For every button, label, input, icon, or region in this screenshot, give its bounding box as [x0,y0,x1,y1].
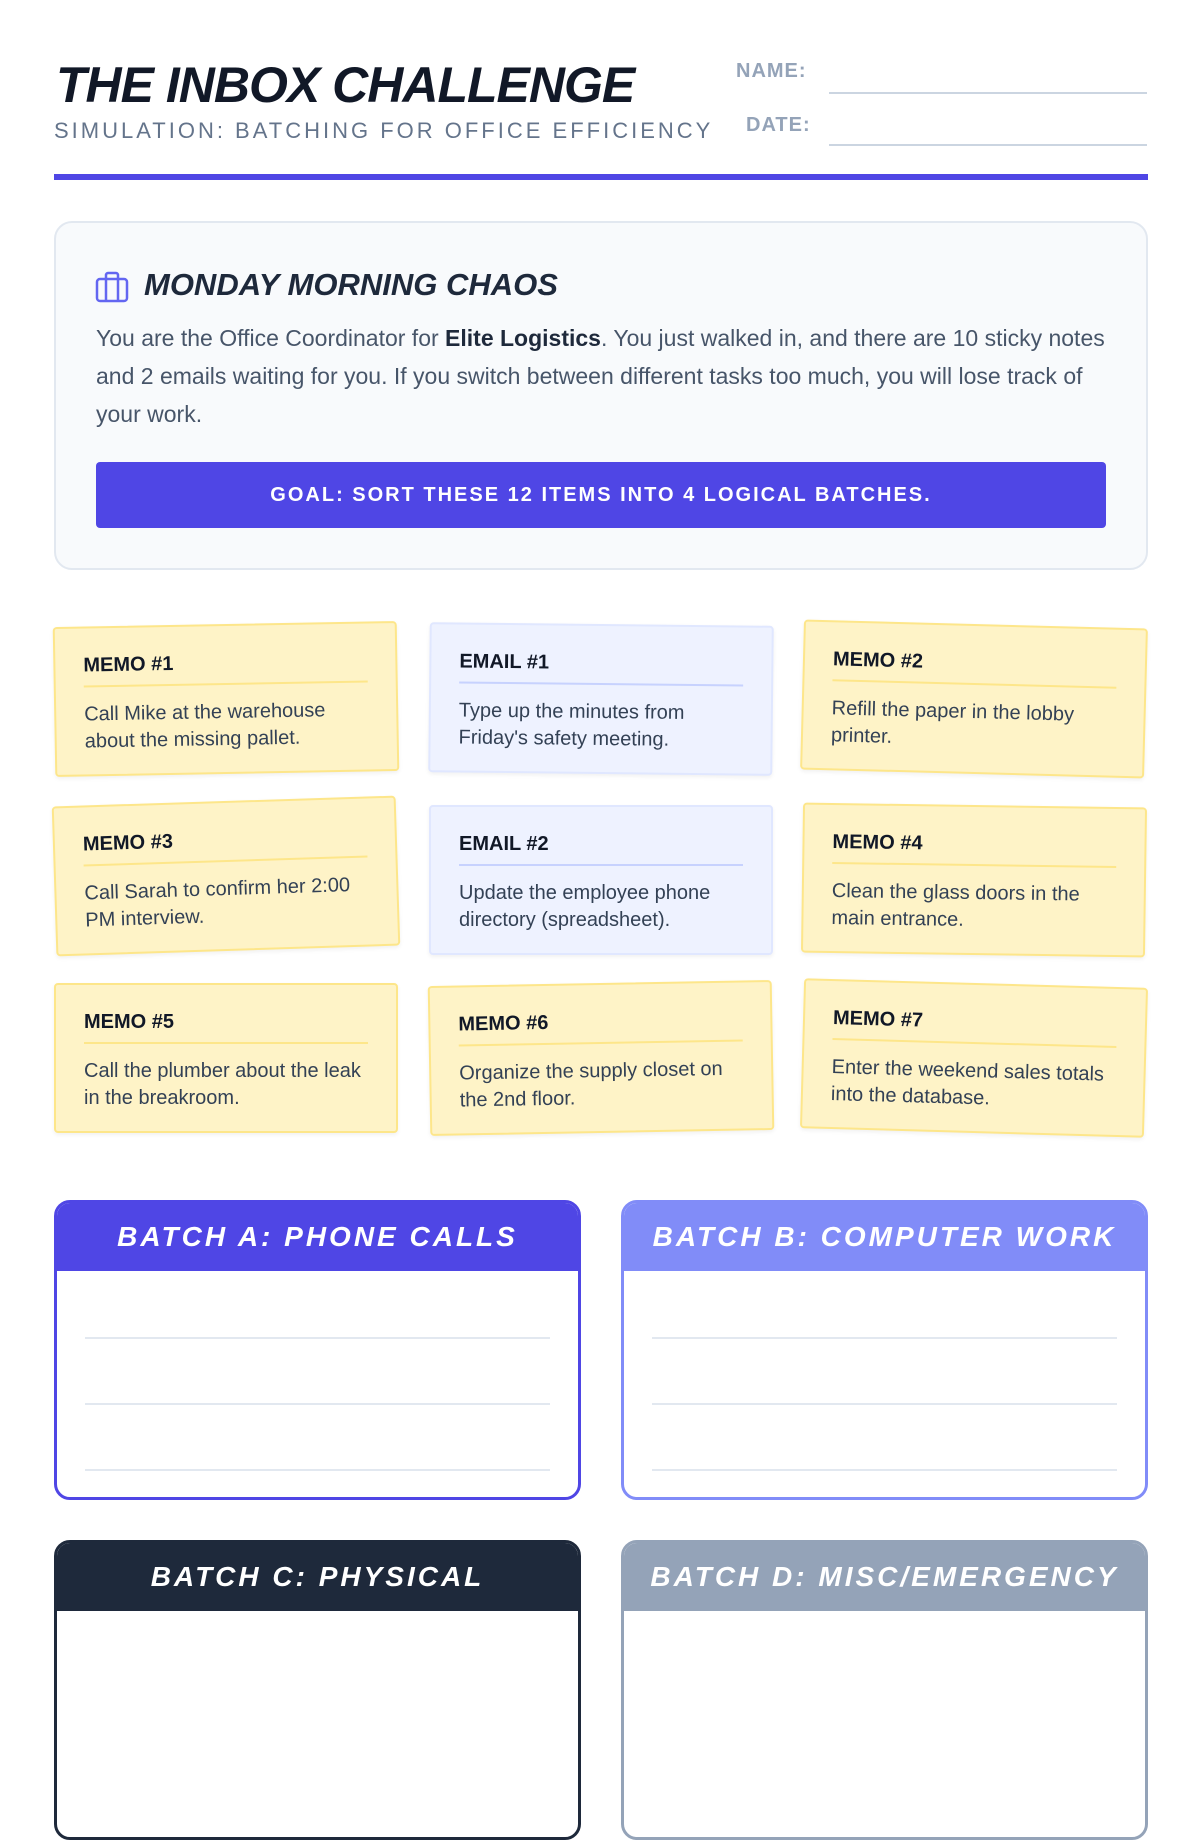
email-note[interactable] [429,805,773,955]
batch-b-header: BATCH B: COMPUTER WORK [624,1203,1145,1271]
note-body: Refill the paper in the lobby printer. [830,697,1075,748]
note-title: MEMO #3 [83,825,368,867]
company-name: Elite Logistics [445,325,601,351]
name-label: NAME: [736,60,807,82]
batch-d-header: BATCH D: MISC/EMERGENCY [624,1543,1145,1611]
answer-line[interactable] [85,1403,550,1405]
note-title: MEMO #7 [832,1007,1117,1048]
note-title: MEMO #2 [832,648,1117,688]
memo-note[interactable] [52,796,401,957]
memo-note[interactable] [800,620,1148,779]
scenario-title: MONDAY MORNING CHAOS [144,267,558,302]
memo-note[interactable] [800,978,1148,1138]
scenario-box [54,221,1148,570]
note-title: MEMO #1 [83,650,368,688]
memo-note[interactable] [54,983,398,1133]
briefcase-icon [95,271,129,303]
batch-a-header: BATCH A: PHONE CALLS [57,1203,578,1271]
note-title: MEMO #6 [458,1009,743,1047]
goal-banner: GOAL: SORT THESE 12 ITEMS INTO 4 LOGICAL BATCHES. [96,462,1106,528]
date-field[interactable] [829,142,1147,146]
batch-a-box[interactable] [54,1200,581,1500]
batch-c-box[interactable] [54,1540,581,1840]
memo-note[interactable] [53,621,400,777]
note-title: MEMO #5 [84,1011,368,1044]
note-body: Call Mike at the warehouse about the missing pallet. [84,699,326,753]
note-body: Type up the minutes from Friday's safety meeting. [458,699,685,751]
email-note[interactable] [428,622,774,776]
note-title: EMAIL #1 [459,651,743,687]
note-body: Call the plumber about the leak in the breakroom. [84,1060,361,1109]
batch-d-box[interactable] [621,1540,1148,1840]
answer-line[interactable] [85,1469,550,1471]
memo-note[interactable] [428,980,775,1136]
page-subtitle: SIMULATION: BATCHING FOR OFFICE EFFICIENCY [54,118,714,143]
answer-line[interactable] [652,1469,1117,1471]
note-title: MEMO #4 [832,831,1116,868]
note-body: Clean the glass doors in the main entrance. [831,880,1080,931]
date-label: DATE: [746,114,811,136]
answer-line[interactable] [85,1337,550,1339]
answer-line[interactable] [652,1337,1117,1339]
note-body: Organize the supply closet on the 2nd floor. [459,1057,723,1112]
worksheet-header [54,48,1148,180]
note-title: EMAIL #2 [459,833,743,866]
scenario-description: You are the Office Coordinator for Elite Logistics. You just walked in, and there are 10 sticky notes and 2 emails waiting for you. If you switch between different tasks too much, you will lose track of your work. [96,325,1105,427]
note-body: Enter the weekend sales totals into the database. [830,1056,1105,1110]
answer-line[interactable] [652,1403,1117,1405]
note-body: Call Sarah to confirm her 2:00 PM interview. [84,874,351,932]
name-field[interactable] [829,90,1147,94]
memo-note[interactable] [801,803,1147,958]
batch-b-box[interactable] [621,1200,1148,1500]
page-title: THE INBOX CHALLENGE [56,57,635,113]
note-body: Update the employee phone directory (spreadsheet). [459,882,711,931]
batch-c-header: BATCH C: PHYSICAL [57,1543,578,1611]
